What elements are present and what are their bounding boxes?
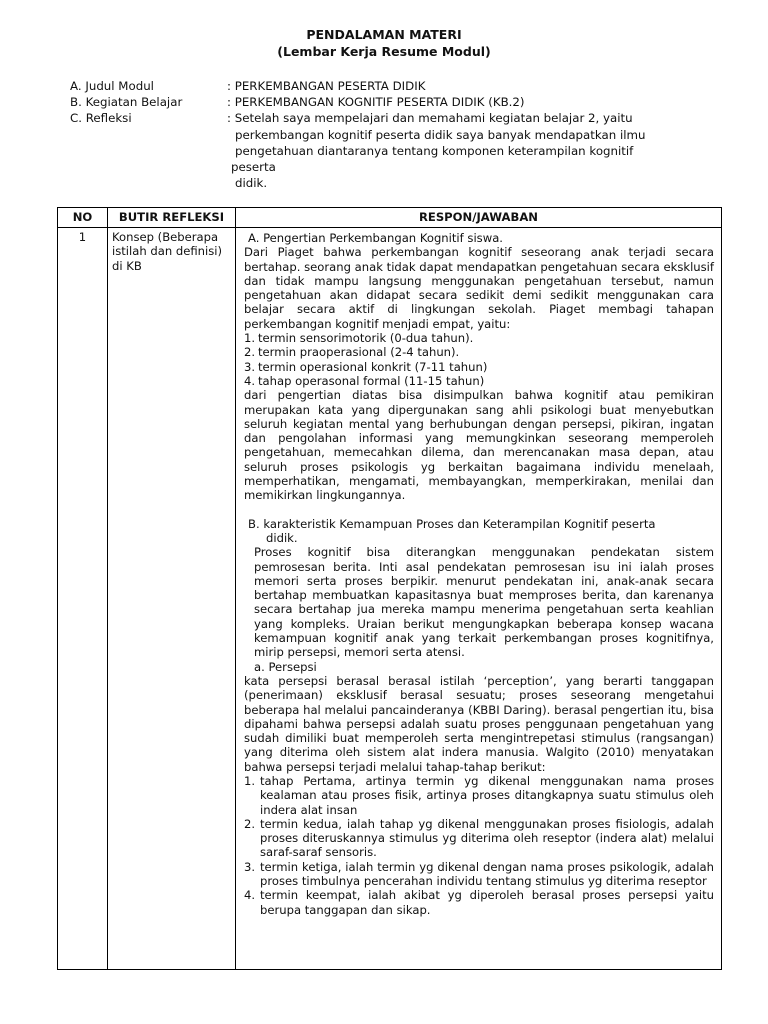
table-row — [58, 228, 722, 970]
list-number: 3. — [244, 859, 256, 874]
row-number: 1 — [58, 228, 108, 970]
list-number: 2. — [244, 345, 256, 360]
list-text: termin praoperasional (2-4 tahun). — [258, 345, 460, 360]
info-row-judul — [70, 78, 720, 94]
kegiatan-value: : PERKEMBANGAN KOGNITIF PESERTA DIDIK (KB.2) — [227, 95, 525, 110]
module-info — [70, 78, 720, 191]
persepsi-paragraph: kata persepsi berasal berasal istilah ‘perception’, yang berarti tanggapan (penerimaan) eksklusif berasal sesuatu; proses seseorang mengetahui beberapa hal melalui pancainderanya (KBBI Daring). berasal pengertian itu, bisa dipahami bahwa persepsi adalah suatu proses penggunaan pengetahuan yang sudah dimiliki buat memperoleh serta mengintrepetasi stimulus (rangsangan) yang diterima oleh sistem alat indera manusia. Walgito (2010) menyatakan bahwa persepsi terjadi melalui tahap-tahap berikut: — [244, 673, 714, 774]
page-subtitle: (Lembar Kerja Resume Modul) — [277, 44, 491, 59]
header-butir: BUTIR REFLEKSI — [108, 208, 236, 228]
reflection-table — [57, 207, 722, 970]
section-b-heading: B. karakteristik Kemampuan Proses dan Keterampilan Kognitif peserta — [248, 516, 656, 531]
refleksi-line: perkembangan kognitif peserta didik saya banyak mendapatkan ilmu — [235, 127, 646, 142]
butir-cell: Konsep (Beberapa istilah dan definisi) di KB — [108, 228, 236, 970]
list-number: 1. — [244, 331, 256, 346]
list-item — [244, 860, 714, 889]
list-item — [244, 817, 714, 860]
refleksi-label: C. Refleksi — [70, 111, 132, 126]
stage-list — [244, 331, 714, 388]
persepsi-heading: a. Persepsi — [254, 659, 317, 674]
list-number: 2. — [244, 816, 256, 831]
section-b-paragraph: Proses kognitif bisa diterangkan menggunakan pendekatan sistem pemrosesan berita. Inti asal pendekatan pemrosesan isu ini ialah proses memori serta proses berpikir. menurut pendekatan ini, anak-anak secara bertahap membuatkan kapasitasnya buat memproses berita, dan karenanya secara bertahap jua mereka mampu menerima pengetahuan serta keahlian yang kompleks. Uraian berikut mengungkapkan beberapa konsep wacana kemampuan kognitif anak yang terkait perkembangan proses kognitifnya, mirip persepsi, memori serta atensi. — [254, 545, 714, 660]
kegiatan-label: B. Kegiatan Belajar — [70, 95, 183, 110]
list-text: tahap operasonal formal (11-15 tahun) — [258, 373, 485, 388]
tahap-list — [244, 774, 714, 917]
list-item — [244, 345, 714, 359]
page-title: PENDALAMAN MATERI — [306, 27, 462, 42]
list-text: termin operasional konkrit (7-11 tahun) — [258, 359, 488, 374]
list-item — [244, 774, 714, 817]
info-row-refleksi — [70, 110, 720, 191]
header-respon: RESPON/JAWABAN — [236, 208, 722, 228]
refleksi-value — [227, 110, 720, 191]
list-number: 4. — [244, 373, 256, 388]
section-a-paragraph: Dari Piaget bahwa perkembangan kognitif seseorang anak terjadi secara bertahap. seorang anak tidak dapat mendapatkan pengetahuan secara eksklusif dan tidak mampu langsung menggunakan pengetahuan tersebut, namun pengetahuan akan didapat secara sedikit demi sedikit menggunakan cara belajar secara aktif di lingkungan sekolah. Piaget membagi tahapan perkembangan kognitif menjadi empat, yaitu: — [244, 245, 714, 331]
list-text: termin ketiga, ialah termin yg dikenal dengan nama proses psikologik, adalah proses timbulnya pencerahan individu tentang stimulus yg diterima reseptor — [260, 859, 714, 889]
refleksi-line: didik. — [235, 176, 268, 191]
table-header-row — [58, 208, 722, 228]
list-text: termin sensorimotorik (0-dua tahun). — [258, 331, 474, 346]
list-item — [244, 360, 714, 374]
list-number: 3. — [244, 359, 256, 374]
list-item — [244, 331, 714, 345]
info-row-kegiatan — [70, 94, 720, 110]
respon-cell — [236, 228, 722, 970]
judul-label: A. Judul Modul — [70, 79, 154, 93]
section-a-conclusion: dari pengertian diatas bisa disimpulkan bahwa kognitif atau pemikiran merupakan kata yang dipergunakan sang ahli psikologi buat menyebutkan seluruh kegiatan mental yang berhubungan dengan persepsi, pikiran, ingatan dan pengolahan informasi yang memungkinkan seseorang memperoleh pengetahuan, memecahkan dilema, dan merencanakan masa depan, atau seluruh proses psikologis yg berkaitan bagaimana individu menelaah, memperhatikan, mengamati, membayangkan, memperkirakan, menilai dan memikirkan lingkungannya. — [244, 388, 714, 503]
list-item — [244, 888, 714, 917]
list-text: termin kedua, ialah tahap yg dikenal menggunakan proses fisiologis, adalah proses diteruskannya stimulus yg diterima oleh reseptor (indera alat) melalui saraf-saraf sensoris. — [260, 816, 714, 860]
refleksi-line: peserta — [231, 160, 276, 175]
list-item — [244, 374, 714, 388]
judul-value: : PERKEMBANGAN PESERTA DIDIK — [227, 79, 426, 93]
refleksi-line: pengetahuan diantaranya tentang komponen keterampilan kognitif — [235, 143, 634, 158]
list-number: 4. — [244, 888, 256, 903]
section-a-heading: A. Pengertian Perkembangan Kognitif siswa. — [248, 231, 503, 245]
header-no: NO — [58, 208, 108, 228]
section-b-heading-cont: didik. — [266, 530, 298, 545]
list-number: 1. — [244, 773, 256, 788]
list-text: tahap Pertama, artinya termin yg dikenal menggunakan nama proses kealaman atau proses fisik, artinya proses ditangkapnya suatu stimulus oleh indera alat insan — [260, 773, 714, 817]
refleksi-line: : Setelah saya mempelajari dan memahami kegiatan belajar 2, yaitu — [227, 111, 633, 126]
list-text: termin keempat, ialah akibat yg diperoleh berasal proses persepsi yaitu berupa tanggapan dan sikap. — [260, 888, 714, 917]
